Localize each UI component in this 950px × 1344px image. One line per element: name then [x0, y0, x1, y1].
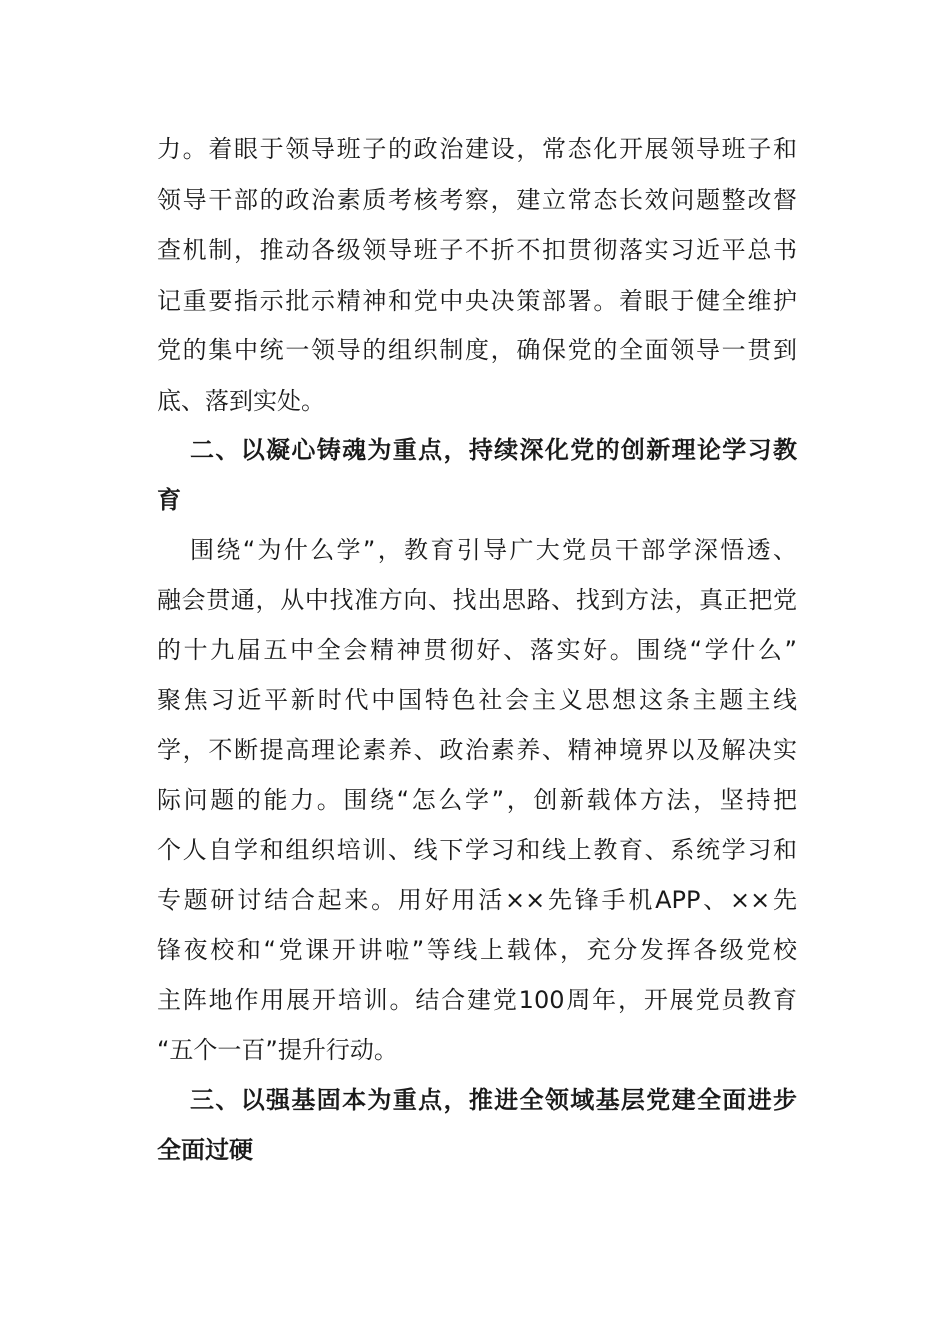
paragraph-line: 力。着眼于领导班子的政治建设，常态化开展领导班子和 — [157, 135, 797, 163]
paragraph-line: 围绕“为什么学”，教育引导广大党员干部学深悟透、 — [190, 536, 797, 564]
paragraph-line: 的十九届五中全会精神贯彻好、落实好。围绕“学什么” — [157, 636, 797, 664]
paragraph-line: 主阵地作用展开培训。结合建党100周年，开展党员教育 — [157, 986, 797, 1014]
paragraph-line: 融会贯通，从中找准方向、找出思路、找到方法，真正把党 — [157, 586, 797, 614]
paragraph-line: “五个一百”提升行动。 — [157, 1036, 398, 1064]
paragraph-line: 个人自学和组织培训、线下学习和线上教育、系统学习和 — [157, 836, 797, 864]
paragraph-line: 记重要指示批示精神和党中央决策部署。着眼于健全维护 — [157, 287, 797, 315]
paragraph-line: 查机制，推动各级领导班子不折不扣贯彻落实习近平总书 — [157, 236, 797, 264]
section-heading: 育 — [157, 486, 181, 514]
paragraph-line: 领导干部的政治素质考核考察，建立常态长效问题整改督 — [157, 186, 797, 214]
section-heading: 全面过硬 — [157, 1136, 253, 1164]
paragraph-line: 底、落到实处。 — [157, 387, 325, 415]
paragraph-line: 学，不断提高理论素养、政治素养、精神境界以及解决实 — [157, 736, 797, 764]
section-heading: 三、以强基固本为重点，推进全领域基层党建全面进步 — [190, 1086, 797, 1114]
paragraph-line: 党的集中统一领导的组织制度，确保党的全面领导一贯到 — [157, 336, 797, 364]
paragraph-line: 锋夜校和“党课开讲啦”等线上载体，充分发挥各级党校 — [157, 936, 797, 964]
paragraph-line: 专题研讨结合起来。用好用活××先锋手机APP、××先 — [157, 886, 797, 914]
paragraph-line: 际问题的能力。围绕“怎么学”，创新载体方法，坚持把 — [157, 786, 797, 814]
paragraph-line: 聚焦习近平新时代中国特色社会主义思想这条主题主线 — [157, 686, 797, 714]
section-heading: 二、以凝心铸魂为重点，持续深化党的创新理论学习教 — [190, 436, 797, 464]
